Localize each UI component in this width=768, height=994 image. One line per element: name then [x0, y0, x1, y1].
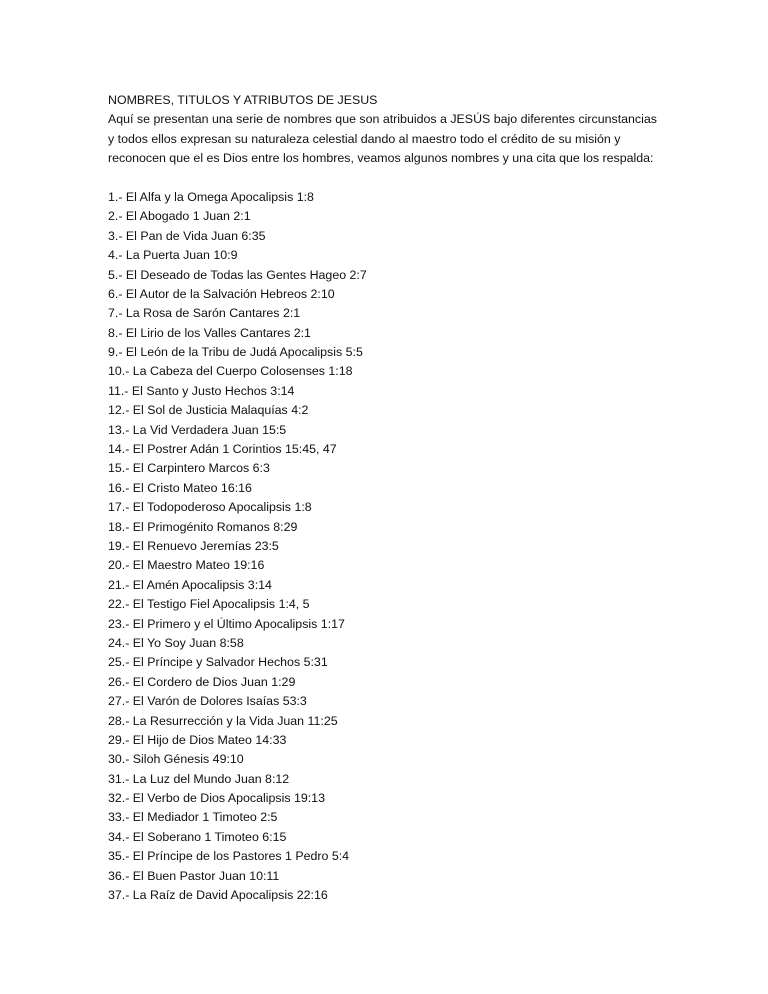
list-item: 7.- La Rosa de Sarón Cantares 2:1 [108, 306, 301, 321]
list-item: 13.- La Vid Verdadera Juan 15:5 [108, 422, 287, 437]
list-item: 8.- El Lirio de los Valles Cantares 2:1 [108, 325, 311, 340]
list-item: 21.- El Amén Apocalipsis 3:14 [108, 577, 272, 592]
list-item: 17.- El Todopoderoso Apocalipsis 1:8 [108, 500, 312, 515]
list-item: 10.- La Cabeza del Cuerpo Colosenses 1:18 [108, 364, 353, 379]
list-item: 25.- El Príncipe y Salvador Hechos 5:31 [108, 655, 328, 670]
list-item: 5.- El Deseado de Todas las Gentes Hageo 2:7 [108, 267, 367, 282]
list-item: 14.- El Postrer Adán 1 Corintios 15:45, 47 [108, 442, 337, 457]
list-item: 6.- El Autor de la Salvación Hebreos 2:10 [108, 286, 335, 301]
list-item: 12.- El Sol de Justicia Malaquías 4:2 [108, 403, 309, 418]
list-item: 34.- El Soberano 1 Timoteo 6:15 [108, 829, 287, 844]
list-item: 26.- El Cordero de Dios Juan 1:29 [108, 674, 296, 689]
list-item: 23.- El Primero y el Último Apocalipsis 1:17 [108, 616, 345, 631]
list-item: 18.- El Primogénito Romanos 8:29 [108, 519, 298, 534]
blank-line [108, 169, 668, 188]
intro-line: reconocen que el es Dios entre los hombres, veamos algunos nombres y una cita que los respalda: [108, 151, 654, 166]
list-item: 35.- El Príncipe de los Pastores 1 Pedro 5:4 [108, 849, 350, 864]
document-body [108, 91, 668, 905]
names-list [108, 188, 668, 905]
list-item: 3.- El Pan de Vida Juan 6:35 [108, 228, 266, 243]
list-item: 30.- Siloh Génesis 49:10 [108, 752, 244, 767]
intro-line: Aquí se presentan una serie de nombres que son atribuidos a JESÚS bajo diferentes circunstancias [108, 112, 657, 127]
list-item: 16.- El Cristo Mateo 16:16 [108, 480, 252, 495]
list-item: 31.- La Luz del Mundo Juan 8:12 [108, 771, 290, 786]
list-item: 37.- La Raíz de David Apocalipsis 22:16 [108, 888, 328, 903]
list-item: 11.- El Santo y Justo Hechos 3:14 [108, 383, 295, 398]
list-item: 1.- El Alfa y la Omega Apocalipsis 1:8 [108, 189, 314, 204]
list-item: 4.- La Puerta Juan 10:9 [108, 248, 238, 263]
list-item: 2.- El Abogado 1 Juan 2:1 [108, 209, 251, 224]
list-item: 15.- El Carpintero Marcos 6:3 [108, 461, 270, 476]
list-item: 36.- El Buen Pastor Juan 10:11 [108, 868, 280, 883]
intro-line: y todos ellos expresan su naturaleza celestial dando al maestro todo el crédito de su misión y [108, 131, 621, 146]
list-item: 32.- El Verbo de Dios Apocalipsis 19:13 [108, 791, 325, 806]
list-item: 19.- El Renuevo Jeremías 23:5 [108, 538, 279, 553]
list-item: 29.- El Hijo de Dios Mateo 14:33 [108, 732, 287, 747]
list-item: 22.- El Testigo Fiel Apocalipsis 1:4, 5 [108, 597, 310, 612]
list-item: 20.- El Maestro Mateo 19:16 [108, 558, 265, 573]
list-item: 33.- El Mediador 1 Timoteo 2:5 [108, 810, 278, 825]
list-item: 28.- La Resurrección y la Vida Juan 11:25 [108, 713, 338, 728]
list-item: 27.- El Varón de Dolores Isaías 53:3 [108, 694, 307, 709]
list-item: 24.- El Yo Soy Juan 8:58 [108, 635, 244, 650]
document-title: NOMBRES, TITULOS Y ATRIBUTOS DE JESUS [108, 93, 378, 107]
list-item: 9.- El León de la Tribu de Judá Apocalipsis 5:5 [108, 345, 363, 360]
